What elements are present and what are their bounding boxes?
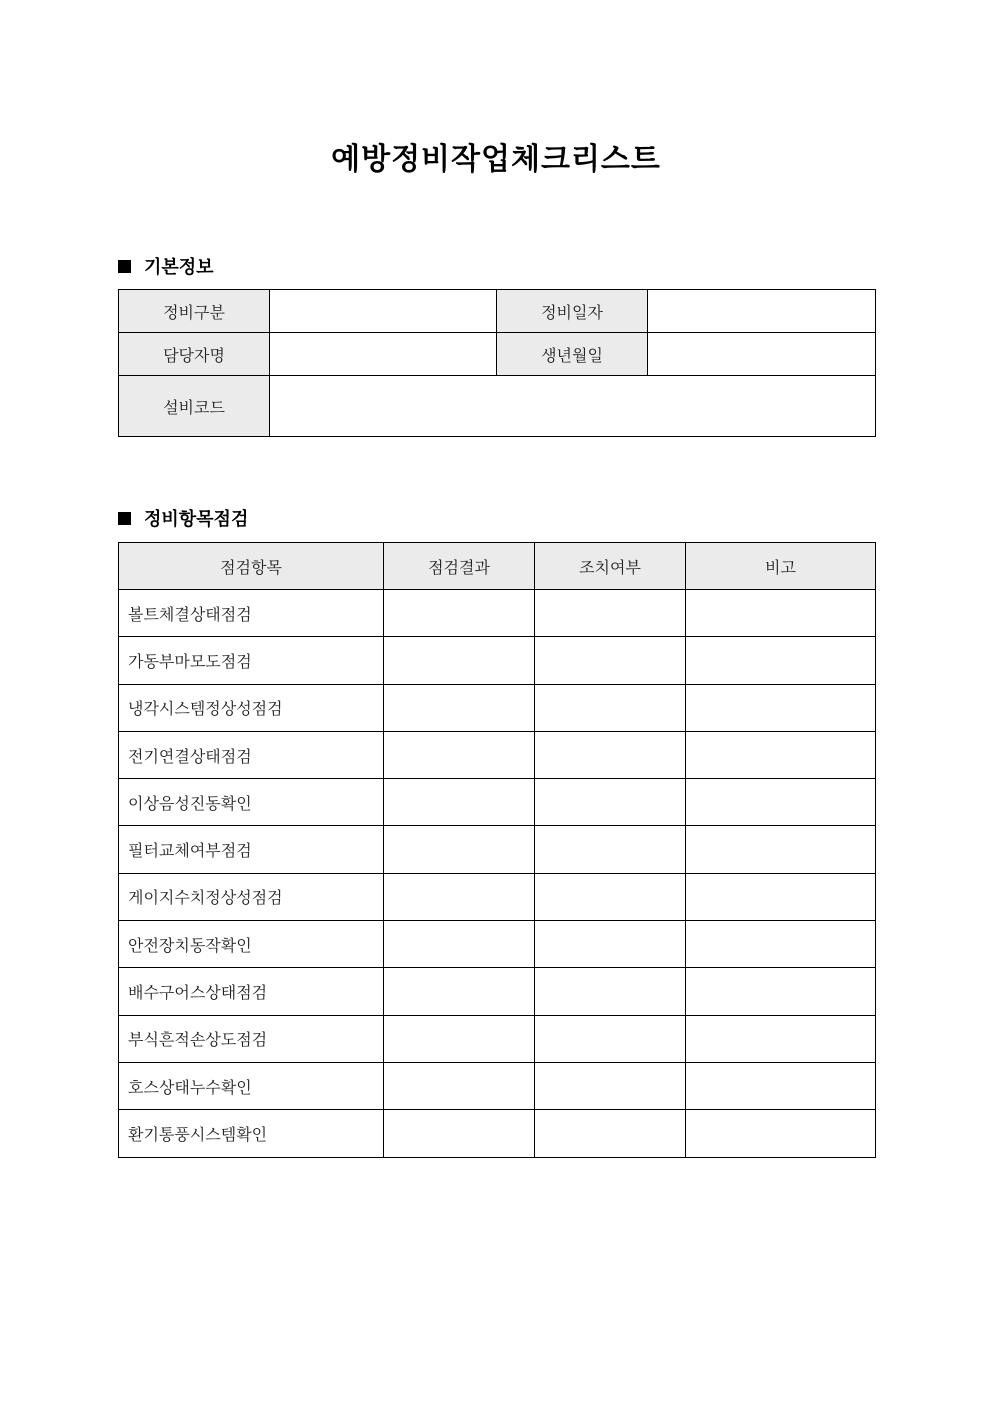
inspection-item: 냉각시스템정상성점검 (119, 684, 384, 731)
note-field[interactable] (686, 779, 876, 826)
document-title: 예방정비작업체크리스트 (331, 142, 661, 177)
column-header-note: 비고 (686, 543, 876, 590)
result-field[interactable] (384, 1015, 535, 1062)
result-field[interactable] (384, 1110, 535, 1157)
action-field[interactable] (535, 1015, 686, 1062)
table-row (119, 376, 876, 437)
black-square-icon (118, 512, 131, 525)
action-field[interactable] (535, 921, 686, 968)
table-row (119, 1015, 876, 1062)
inspection-item: 볼트체결상태점검 (119, 590, 384, 637)
result-field[interactable] (384, 968, 535, 1015)
table-row (119, 968, 876, 1015)
note-field[interactable] (686, 731, 876, 778)
table-row (119, 333, 876, 376)
table-header-row (119, 543, 876, 590)
inspection-item: 필터교체여부점검 (119, 826, 384, 873)
table-row (119, 684, 876, 731)
result-field[interactable] (384, 779, 535, 826)
manager-name-field[interactable] (270, 333, 497, 376)
birth-date-field[interactable] (648, 333, 876, 376)
section-heading-basic-info (118, 253, 214, 279)
note-field[interactable] (686, 590, 876, 637)
maintenance-type-label: 정비구분 (119, 290, 270, 333)
inspection-item: 가동부마모도점검 (119, 637, 384, 684)
note-field[interactable] (686, 637, 876, 684)
basic-info-table (118, 289, 876, 437)
action-field[interactable] (535, 873, 686, 920)
note-field[interactable] (686, 921, 876, 968)
table-row (119, 290, 876, 333)
note-field[interactable] (686, 968, 876, 1015)
maintenance-type-field[interactable] (270, 290, 497, 333)
table-row (119, 1110, 876, 1157)
note-field[interactable] (686, 1110, 876, 1157)
manager-name-label: 담당자명 (119, 333, 270, 376)
birth-date-label: 생년월일 (497, 333, 648, 376)
inspection-table (118, 542, 876, 1158)
action-field[interactable] (535, 637, 686, 684)
result-field[interactable] (384, 921, 535, 968)
action-field[interactable] (535, 968, 686, 1015)
table-row (119, 779, 876, 826)
action-field[interactable] (535, 1110, 686, 1157)
result-field[interactable] (384, 684, 535, 731)
note-field[interactable] (686, 826, 876, 873)
column-header-result: 점검결과 (384, 543, 535, 590)
table-row (119, 637, 876, 684)
maintenance-date-label: 정비일자 (497, 290, 648, 333)
action-field[interactable] (535, 1062, 686, 1109)
inspection-item: 게이지수치정상성점검 (119, 873, 384, 920)
section-heading-label: 기본정보 (144, 257, 214, 278)
table-row (119, 826, 876, 873)
inspection-item: 부식흔적손상도점검 (119, 1015, 384, 1062)
inspection-item: 전기연결상태점검 (119, 731, 384, 778)
table-row (119, 731, 876, 778)
note-field[interactable] (686, 1015, 876, 1062)
column-header-item: 점검항목 (119, 543, 384, 590)
table-row (119, 873, 876, 920)
result-field[interactable] (384, 637, 535, 684)
note-field[interactable] (686, 873, 876, 920)
column-header-action: 조치여부 (535, 543, 686, 590)
action-field[interactable] (535, 779, 686, 826)
note-field[interactable] (686, 1062, 876, 1109)
maintenance-date-field[interactable] (648, 290, 876, 333)
inspection-item: 배수구어스상태점검 (119, 968, 384, 1015)
table-row (119, 1062, 876, 1109)
inspection-item: 이상음성진동확인 (119, 779, 384, 826)
result-field[interactable] (384, 590, 535, 637)
action-field[interactable] (535, 590, 686, 637)
section-heading-label: 정비항목점검 (144, 509, 249, 530)
action-field[interactable] (535, 684, 686, 731)
action-field[interactable] (535, 731, 686, 778)
inspection-item: 안전장치동작확인 (119, 921, 384, 968)
inspection-item: 환기통풍시스템확인 (119, 1110, 384, 1157)
equipment-code-label: 설비코드 (119, 376, 270, 437)
table-row (119, 590, 876, 637)
note-field[interactable] (686, 684, 876, 731)
black-square-icon (118, 260, 131, 273)
table-row (119, 921, 876, 968)
result-field[interactable] (384, 731, 535, 778)
equipment-code-field[interactable] (270, 376, 876, 437)
inspection-item: 호스상태누수확인 (119, 1062, 384, 1109)
result-field[interactable] (384, 873, 535, 920)
section-heading-inspection (118, 505, 248, 531)
result-field[interactable] (384, 1062, 535, 1109)
action-field[interactable] (535, 826, 686, 873)
result-field[interactable] (384, 826, 535, 873)
